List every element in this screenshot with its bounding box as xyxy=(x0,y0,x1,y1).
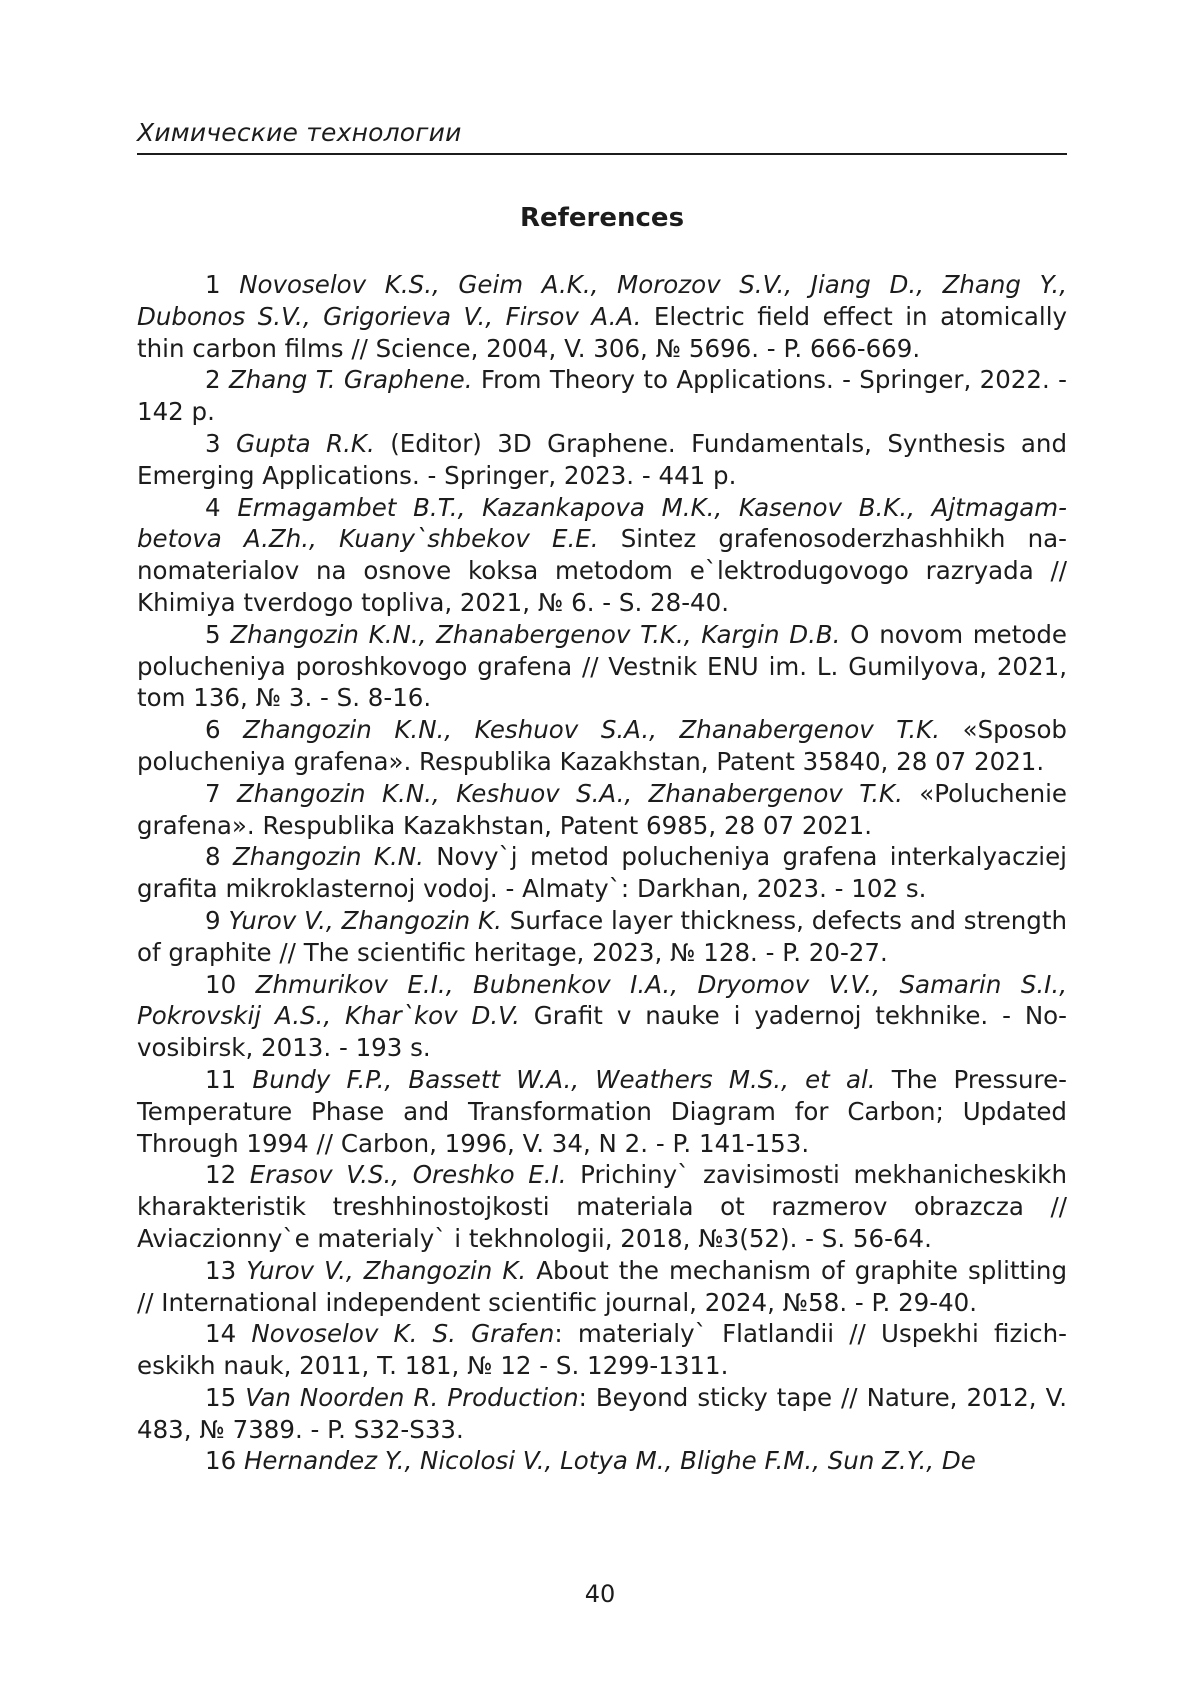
reference-number: 8 xyxy=(205,842,233,871)
reference-text: The Pres­sure-Temperature Phase and Transformation Diagram for Carbon; Up­dated Through 1994 // Carbon, 1996, V. 34, N 2. - P. 141-153. xyxy=(137,1065,1067,1158)
reference-text: Surface layer thickness, defects and strength of graphite // The scientific heritage, 2023, № 128. - P. 20-27. xyxy=(137,906,1067,967)
reference-authors: Erasov V.S., Oreshko E.I. xyxy=(250,1160,567,1189)
reference-number: 12 xyxy=(205,1160,250,1189)
reference-authors: Gupta R.K. xyxy=(236,429,375,458)
reference-text: Novy`j metod polucheniya grafena interkaly­acziej grafita mikroklasternoj vodoj. - Almaty`: Darkhan, 2023. - 102 s. xyxy=(137,842,1067,903)
reference-number: 1 xyxy=(205,270,239,299)
reference-text: «Sposob polucheniya grafena». Respublika Kazakhstan, Patent 35840, 28 07 2021. xyxy=(137,715,1067,776)
reference-number: 2 xyxy=(205,365,229,394)
reference-item xyxy=(137,1445,1067,1477)
reference-item xyxy=(137,1159,1067,1254)
reference-authors: Zhangozin K.N., Keshuov S.A., Zhanabergenov T.K. xyxy=(237,779,903,808)
reference-text: Grafit v nauke i yadernoj tekhnike. - No­vosibirsk, 2013. - 193 s. xyxy=(137,1001,1067,1062)
reference-item xyxy=(137,778,1067,842)
reference-authors: Novoselov K.S., Geim A.K., Morozov S.V., Jiang D., Zhang Y., Dubonos S.V., Grigorieva V., Firsov A.A. xyxy=(137,270,1067,331)
reference-item xyxy=(137,269,1067,364)
reference-item xyxy=(137,1255,1067,1319)
reference-authors: Van Noorden R. Production xyxy=(245,1383,578,1412)
reference-text: Sintez grafenosoderzhashhikh na­nomaterialov na osnove koksa metodom e`lektrodugovogo razryada // Khimiya tverdogo topliva, 2021, № 6. - S. 28-40. xyxy=(137,524,1067,617)
reference-number: 15 xyxy=(205,1383,245,1412)
reference-number: 14 xyxy=(205,1319,251,1348)
reference-item xyxy=(137,1318,1067,1382)
reference-number: 13 xyxy=(205,1256,246,1285)
reference-number: 11 xyxy=(205,1065,252,1094)
reference-authors: Novoselov K. S. Grafen xyxy=(251,1319,554,1348)
reference-item xyxy=(137,364,1067,428)
reference-item xyxy=(137,905,1067,969)
reference-item xyxy=(137,714,1067,778)
reference-text: About the mechanism of graphite split­ting // International independent scientific journal, 2024, №58. - P. 29-40. xyxy=(137,1256,1067,1317)
reference-number: 3 xyxy=(205,429,236,458)
reference-authors: Zhangozin K.N. xyxy=(233,842,424,871)
reference-number: 6 xyxy=(205,715,243,744)
reference-text: «Poluch­enie grafena». Respublika Kazakhstan, Patent 6985, 28 07 2021. xyxy=(137,779,1067,840)
reference-number: 9 xyxy=(205,906,228,935)
reference-item xyxy=(137,428,1067,492)
reference-authors: Bundy F.P., Bassett W.A., Weathers M.S., et al. xyxy=(252,1065,875,1094)
reference-authors: Ermagambet B.T., Kazankapova M.K., Kasenov B.K., Ajtmagam­betova A.Zh., Kuany`shbekov E.E. xyxy=(137,493,1067,554)
reference-item xyxy=(137,492,1067,619)
reference-number: 10 xyxy=(205,970,256,999)
reference-text: Prichiny` zavisimosti mekhanich­eskikh kharakteristik treshhinostojkosti materiala ot razmerov obrazcza // Aviaczionny`e materialy` i tekhnologii, 2018, №3(52). - S. 56-64. xyxy=(137,1160,1067,1253)
reference-number: 5 xyxy=(205,620,230,649)
header-rule xyxy=(137,153,1067,155)
reference-authors: Zhang T. Graphene. xyxy=(229,365,473,394)
page-number: 40 xyxy=(0,1580,1200,1608)
reference-item xyxy=(137,619,1067,714)
reference-item xyxy=(137,969,1067,1064)
reference-text: : Beyond sticky tape // Nature, 2012, V. 483, № 7389. - P. S32-S33. xyxy=(137,1383,1067,1444)
reference-text: (Editor) 3D Graphene. Fundamentals, Synthesis and Emerging Applications. - Springer, 2023. - 441 p. xyxy=(137,429,1067,490)
reference-number: 16 xyxy=(205,1446,244,1475)
running-header: Химические технологии xyxy=(137,118,462,147)
reference-authors: Zhangozin K.N., Zhanabergenov T.K., Kargin D.B. xyxy=(230,620,840,649)
reference-item xyxy=(137,841,1067,905)
reference-authors: Zhmurikov E.I., Bubnenkov I.A., Dryomov V.V., Samarin S.I., Pokrovskij A.S., Khar`kov D.V. xyxy=(137,970,1067,1031)
reference-authors: Hernandez Y., Nicolosi V., Lotya M., Blighe F.M., Sun Z.Y., De xyxy=(244,1446,976,1475)
reference-authors: Zhangozin K.N., Keshuov S.A., Zhanabergenov T.K. xyxy=(243,715,940,744)
reference-item xyxy=(137,1064,1067,1159)
reference-authors: Yurov V., Zhangozin K. xyxy=(246,1256,526,1285)
reference-list xyxy=(137,269,1067,1477)
reference-authors: Yurov V., Zhangozin K. xyxy=(228,906,501,935)
reference-number: 4 xyxy=(205,493,237,522)
reference-text: From Theory to Applications. - Springer, 2022. - 142 p. xyxy=(137,365,1067,426)
reference-text: O novom metode polucheniya poroshkovogo grafena // Vestnik ENU im. L. Gumi­lyova, 2021, tom 136, № 3. - S. 8-16. xyxy=(137,620,1067,713)
reference-text: : materialy` Flatlandii // Uspekhi fizich­eskikh nauk, 2011, T. 181, № 12 - S. 1299-1311. xyxy=(137,1319,1067,1380)
reference-item xyxy=(137,1382,1067,1446)
reference-text: Electric field effect in atomi­cally thin carbon films // Science, 2004, V. 306, № 5696. - P. 666-669. xyxy=(137,302,1067,363)
reference-number: 7 xyxy=(205,779,237,808)
section-title: References xyxy=(137,203,1067,233)
